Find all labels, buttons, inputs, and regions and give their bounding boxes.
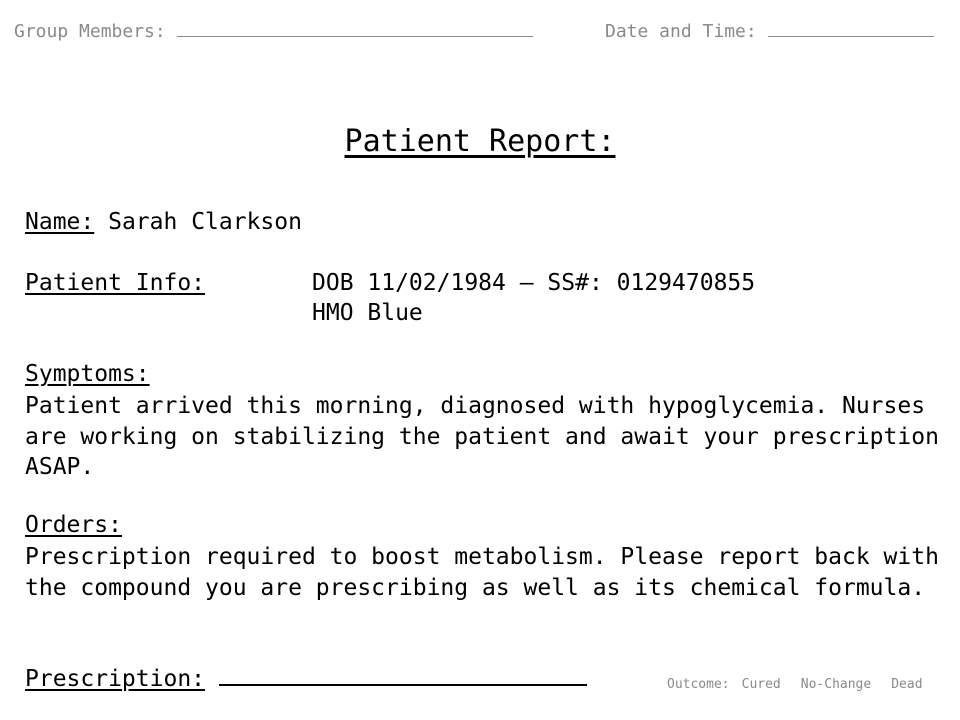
prescription-row [25, 664, 587, 692]
outcome-label: Outcome: [667, 677, 730, 692]
patient-info-row [25, 270, 205, 296]
outcome-options [667, 677, 923, 692]
outcome-dead[interactable]: Dead [891, 677, 923, 692]
symptoms-label: Symptoms: [25, 361, 150, 387]
name-row [25, 209, 302, 235]
patient-info-line2: HMO Blue [312, 300, 423, 326]
date-time-blank[interactable] [768, 21, 934, 37]
orders-label: Orders: [25, 512, 122, 538]
outcome-no-change[interactable]: No-Change [800, 677, 872, 692]
prescription-label: Prescription: [25, 666, 206, 692]
orders-heading [25, 512, 122, 538]
symptoms-heading [25, 361, 150, 387]
report-title-block [0, 124, 960, 159]
patient-name: Sarah Clarkson [108, 209, 302, 235]
name-label: Name: [25, 209, 95, 235]
prescription-blank[interactable] [219, 664, 587, 686]
group-members-field [14, 21, 533, 42]
form-header [14, 21, 944, 84]
patient-info-line1: DOB 11/02/1984 – SS#: 0129470855 [312, 270, 756, 296]
date-time-field [605, 21, 934, 42]
outcome-cured[interactable]: Cured [741, 677, 781, 692]
patient-info-label: Patient Info: [25, 270, 206, 296]
orders-text: Prescription required to boost metabolism. Please report back with the compound you are prescribing as well as its chemical formula. [25, 544, 939, 601]
symptoms-text: Patient arrived this morning, diagnosed with hypoglycemia. Nurses are working on stabilizing the patient and await your prescription ASAP. [25, 393, 939, 480]
group-members-blank[interactable] [177, 21, 533, 37]
report-title: Patient Report: [344, 124, 616, 159]
group-members-label: Group Members: [14, 21, 166, 42]
date-time-label: Date and Time: [605, 21, 757, 42]
